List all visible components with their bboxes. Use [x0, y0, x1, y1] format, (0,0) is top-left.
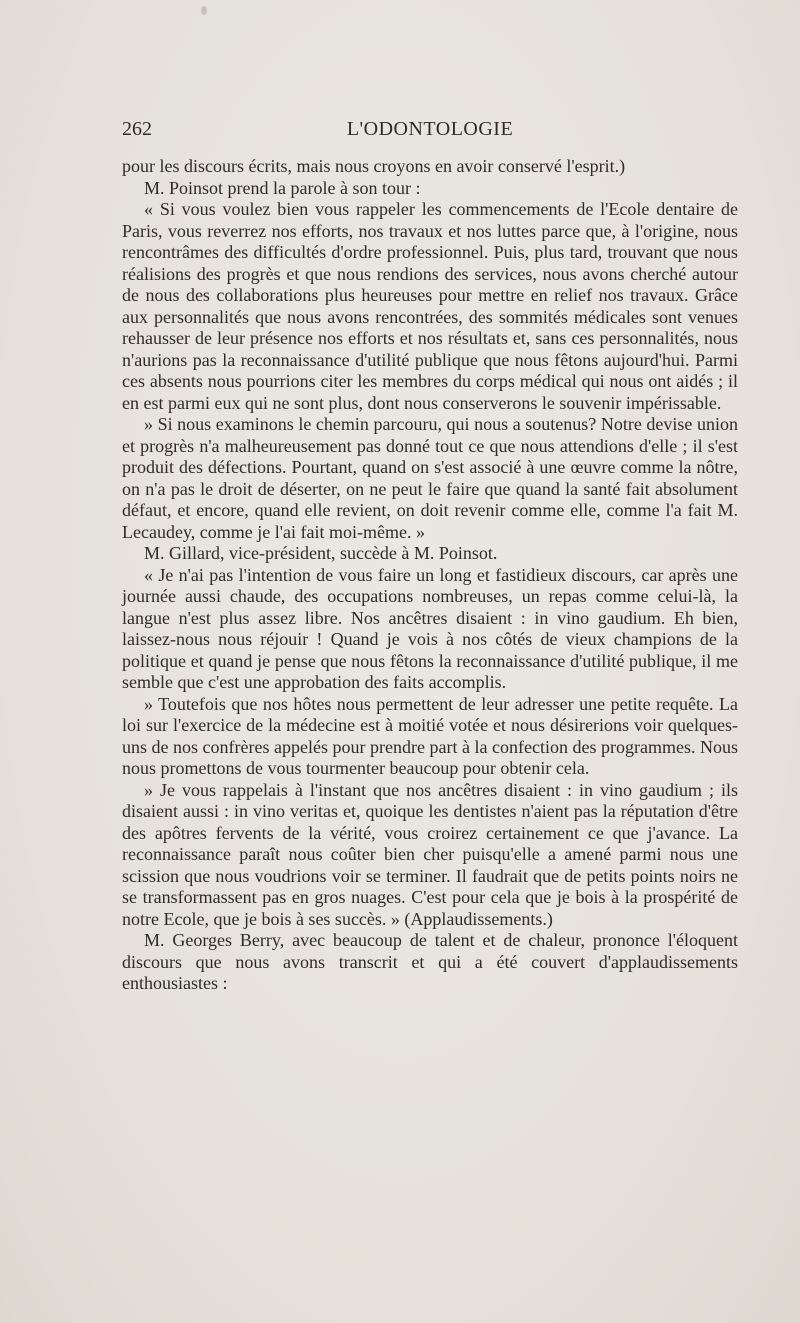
paragraph: M. Georges Berry, avec beaucoup de talent et de chaleur, prononce l'éloquent discours que nous avons transcrit et qui a été couvert d'applaudissements enthousiastes :: [122, 930, 738, 993]
paragraph: » Je vous rappelais à l'instant que nos ancêtres disaient : in vino gaudium ; ils disaient aussi : in vino veritas et, quoique les dentistes n'aient pas la réputation d'être des apôtres fervents de la vérité, vous croirez certainement ce que j'avance. La reconnaissance paraît nous coûter bien cher puisqu'elle a amené parmi nous une scission que nous voudrions voir se terminer. Il faudrait que de petits points noirs ne se transformassent pas en gros nuages. C'est pour cela que je bois à la prospérité de notre Ecole, que je bois à ses succès. » (Applaudissements.): [122, 779, 738, 929]
paragraph: M. Poinsot prend la parole à son tour :: [144, 177, 421, 198]
paragraph: « Si vous voulez bien vous rappeler les commencements de l'Ecole dentaire de Paris, vous reverrez nos efforts, nos travaux et nos luttes parce que, à l'origine, nous rencontrâmes des difficultés d'ordre professionnel. Puis, plus tard, trouvant que nous réalisions des progrès et que nous rendions des services, nous avons cherché autour de nous des collaborations plus heureuses pour mettre en relief nos travaux. Grâce aux personnalités que nous avons rencontrées, des sommités médicales sont venues rehausser de leur présence nos efforts et nos résultats et, sans ces personnalités, nous n'aurions pas la reconnaissance d'utilité publique que nous fêtons aujourd'hui. Parmi ces absents nous pourrions citer les membres du corps médical qui nous ont aidés ; il en est parmi eux qui ne sont plus, dont nous conserverons le souvenir impérissable.: [122, 199, 738, 413]
paragraph: pour les discours écrits, mais nous croyons en avoir conservé l'esprit.): [122, 156, 626, 176]
dust-speck: [201, 6, 207, 15]
paragraph: M. Gillard, vice-président, succède à M. Poinsot.: [144, 543, 498, 563]
page-header: [122, 114, 738, 144]
running-title: L'ODONTOLOGIE: [346, 118, 514, 140]
body-text: [122, 156, 738, 995]
paragraph: » Si nous examinons le chemin parcouru, qui nous a soutenus? Notre devise union et progrès n'a malheureusement pas donné tout ce que nous attendions d'elle ; il s'est produit des défections. Pourtant, quand on s'est associé à une œuvre comme la nôtre, on n'a pas le droit de déserter, on ne peut le faire que quand la santé fait absolument défaut, et encore, quand elle revient, on doit revenir comme elle, comme l'a fait M. Lecaudey, comme je l'ai fait moi-même. »: [122, 414, 738, 542]
paragraph: » Toutefois que nos hôtes nous permettent de leur adresser une petite requête. La loi sur l'exercice de la médecine est à moitié votée et nous désirerions voir quelques-uns de nos confrères appelés pour prendre part à la confection des programmes. Nous nous promettons de vous tourmenter beaucoup pour obtenir cela.: [122, 693, 738, 778]
paragraph: « Je n'ai pas l'intention de vous faire un long et fastidieux discours, car après une journée aussi chaude, des occupations nombreuses, un repas comme celui-là, la langue n'est plus assez libre. Nos ancêtres disaient : in vino gaudium. Eh bien, laissez-nous nous réjouir ! Quand je vois à nos côtés de vieux champions de la politique et quand je pense que nous fêtons la reconnaissance d'utilité publique, il me semble que c'est une approbation des faits accomplis.: [122, 564, 738, 692]
page-number: 262: [122, 118, 152, 140]
